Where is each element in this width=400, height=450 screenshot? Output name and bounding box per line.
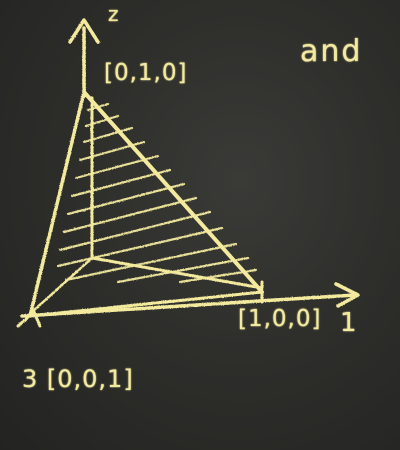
origin-vertex-label: 3 [0,0,1] (22, 365, 134, 393)
top-vertex-label: [0,1,0] (104, 60, 188, 86)
z-axis-label: z (108, 2, 120, 26)
x-axis-label: 1 (340, 308, 358, 338)
triangle-hatching (58, 104, 256, 282)
and-text: and (300, 34, 363, 69)
x-vertex-label: [1,0,0] (238, 306, 322, 332)
edge-top-to-origin (30, 92, 84, 316)
